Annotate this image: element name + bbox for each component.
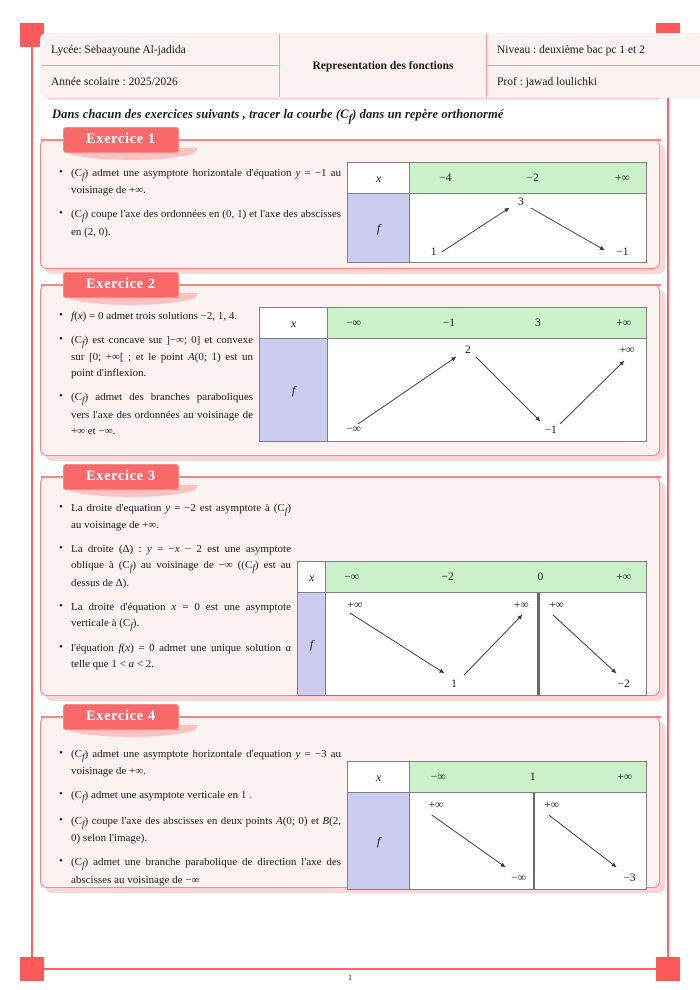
list-item: • $(C_f)$ admet une branche parabolique de direction l'axe des abscisses au voisinage de −∞ (71, 855, 341, 888)
x-tick-0: −∞ (344, 571, 359, 583)
variation-x-label: x (348, 163, 410, 193)
x-tick-1: −2 (441, 571, 454, 583)
variation-x-label: x (260, 308, 328, 338)
x-tick-2: 3 (535, 317, 541, 329)
f-value-2: −1 (544, 423, 557, 436)
header-year-cell: Année scolaire : 2025/2026 (41, 66, 280, 98)
exercise-2-title (63, 272, 179, 297)
x-tick-3: +∞ (616, 317, 632, 329)
exercise-4-box (40, 708, 660, 888)
variation-x-label: x (298, 562, 326, 592)
list-item: • $(C_f)$ coupe l'axe des abscisses en deux points A(0; 0) et B(2, 0) selon l'image). (71, 814, 341, 847)
exercise-2-title-label: Exercice 2 (63, 272, 179, 298)
header-prof-cell: Prof : jawad loulichki (487, 66, 700, 98)
f-value-0: −∞ (346, 422, 361, 435)
variation-x-values (410, 762, 646, 792)
f-value-4: −2 (617, 677, 630, 690)
exercise-4-bullets (53, 747, 341, 889)
header-level-cell: Niveau : deuxième bac pc 1 et 2 (487, 34, 700, 66)
list-item: • $(C_f)$ admet une asymptote horizontale d'equation y = −3 au voisinage de +∞. (71, 747, 341, 780)
x-tick-2: +∞ (615, 172, 630, 184)
f-value-2: −1 (616, 246, 629, 259)
page-frame-bottom (31, 968, 669, 970)
page-frame-left (31, 34, 33, 970)
x-tick-1: 1 (529, 771, 536, 783)
variation-row-x (348, 163, 646, 194)
variation-plot (410, 194, 646, 262)
list-item: • La droite d'équation x = 0 est une asymptote verticale à $(C_f)$. (71, 600, 291, 633)
exercise-2-box (40, 276, 660, 456)
variation-row-f (260, 339, 646, 441)
variation-arrows (410, 194, 646, 262)
x-tick-0: −∞ (430, 771, 446, 783)
header-title-cell: Representation des fonctions (280, 34, 487, 98)
f-value-3: −3 (623, 872, 636, 885)
f-value-1: 2 (465, 344, 471, 357)
f-value-3: +∞ (549, 599, 564, 612)
f-value-0: 1 (430, 246, 437, 259)
x-tick-2: 0 (537, 571, 544, 583)
variation-row-x (298, 562, 646, 593)
exercise-3-title-label: Exercice 3 (63, 464, 179, 490)
exercise-3-variation-table (297, 561, 647, 696)
list-item: • $(C_f)$ est concave sur ]−∞; 0] et convexe sur [0; +∞[ ; et le point A(0; 1) est un point d'inflexion. (71, 333, 253, 382)
variation-plot (328, 339, 646, 441)
variation-arrows (328, 339, 646, 441)
variation-arrows (326, 593, 646, 695)
exercise-3-bullets (53, 501, 291, 673)
page-frame-right (667, 34, 669, 970)
f-value-3: +∞ (619, 344, 635, 357)
variation-row-f (348, 194, 646, 262)
variation-x-label: x (348, 762, 410, 792)
list-item: • l'équation f(x) = 0 admet une unique solution a telle que 1 < a < 2. (71, 641, 291, 673)
exercise-1-variation-table (347, 162, 647, 263)
f-value-1: −∞ (511, 872, 526, 885)
header-table (40, 33, 700, 98)
variation-row-x (260, 308, 646, 339)
x-tick-1: −1 (442, 317, 455, 329)
variation-row-f (298, 593, 646, 695)
exercise-1-box (40, 131, 660, 269)
f-value-2: +∞ (544, 798, 559, 811)
intro-instruction: Dans chacun des exercices suivants , tracer la courbe $(C_f)$ dans un repère orthonormé (52, 107, 504, 125)
header-school-cell: Lycée: Sebaayoune Al-jadida (41, 34, 280, 66)
variation-arrows (410, 793, 646, 889)
variation-f-label: f (348, 793, 410, 889)
variation-row-f (348, 793, 646, 889)
exercise-1-bullets (53, 166, 341, 241)
vertical-asymptote-bar (533, 793, 536, 889)
variation-row-x (348, 762, 646, 793)
variation-plot (326, 593, 646, 695)
f-value-2: +∞ (513, 599, 529, 612)
vertical-asymptote-bar (537, 593, 540, 695)
f-value-1: 3 (518, 196, 524, 209)
x-tick-3: +∞ (616, 571, 631, 583)
exercise-1-title-label: Exercice 1 (63, 127, 179, 153)
list-item: • $(C_f)$ admet une asymptote horizontale d'équation y = −1 au voisinage de +∞. (71, 166, 341, 199)
variation-f-label: f (298, 593, 326, 695)
x-tick-0: −4 (439, 172, 452, 184)
f-value-0: +∞ (428, 798, 444, 811)
exercise-3-title (63, 464, 179, 489)
f-value-1: 1 (451, 677, 457, 690)
exercise-4-title-label: Exercice 4 (63, 704, 179, 730)
variation-x-values (326, 562, 646, 592)
variation-x-values (410, 163, 646, 193)
list-item: • La droite d'equation y = −2 est asymptote à $(C_f)$ au voisinage de +∞. (71, 501, 291, 534)
exercise-2-bullets (53, 309, 253, 440)
document-header (40, 33, 660, 98)
exercise-4-title (63, 704, 179, 729)
variation-x-values (328, 308, 646, 338)
list-item: • $(C_f)$ admet des branches paraboliques vers l'axe des ordonnées au voisinage de +∞ et −∞. (71, 390, 253, 439)
exercise-3-box (40, 468, 660, 696)
variation-f-label: f (348, 194, 410, 262)
variation-plot (410, 793, 646, 889)
exercise-2-variation-table (259, 307, 647, 442)
list-item: • $(C_f)$ coupe l'axe des ordonnées en (0, 1) et l'axe des abscisses en (2, 0). (71, 207, 341, 240)
x-tick-1: −2 (526, 172, 539, 184)
f-value-0: +∞ (347, 599, 363, 612)
x-tick-0: −∞ (346, 317, 361, 329)
list-item: • La droite (Δ) : y = −x − 2 est une asymptote oblique à $(C_f)$ au voisinage de −∞ ($(C_f)$ est au dessus de Δ). (71, 542, 291, 591)
list-item: • f(x) = 0 admet trois solutions −2, 1, 4. (71, 309, 253, 325)
exercise-1-title (63, 127, 179, 152)
exercise-4-variation-table (347, 761, 647, 890)
page-number: 1 (347, 972, 353, 982)
variation-f-label: f (260, 339, 328, 441)
x-tick-2: +∞ (617, 771, 633, 783)
list-item: • $(C_f)$ admet une asymptote verticale en 1 . (71, 788, 341, 805)
